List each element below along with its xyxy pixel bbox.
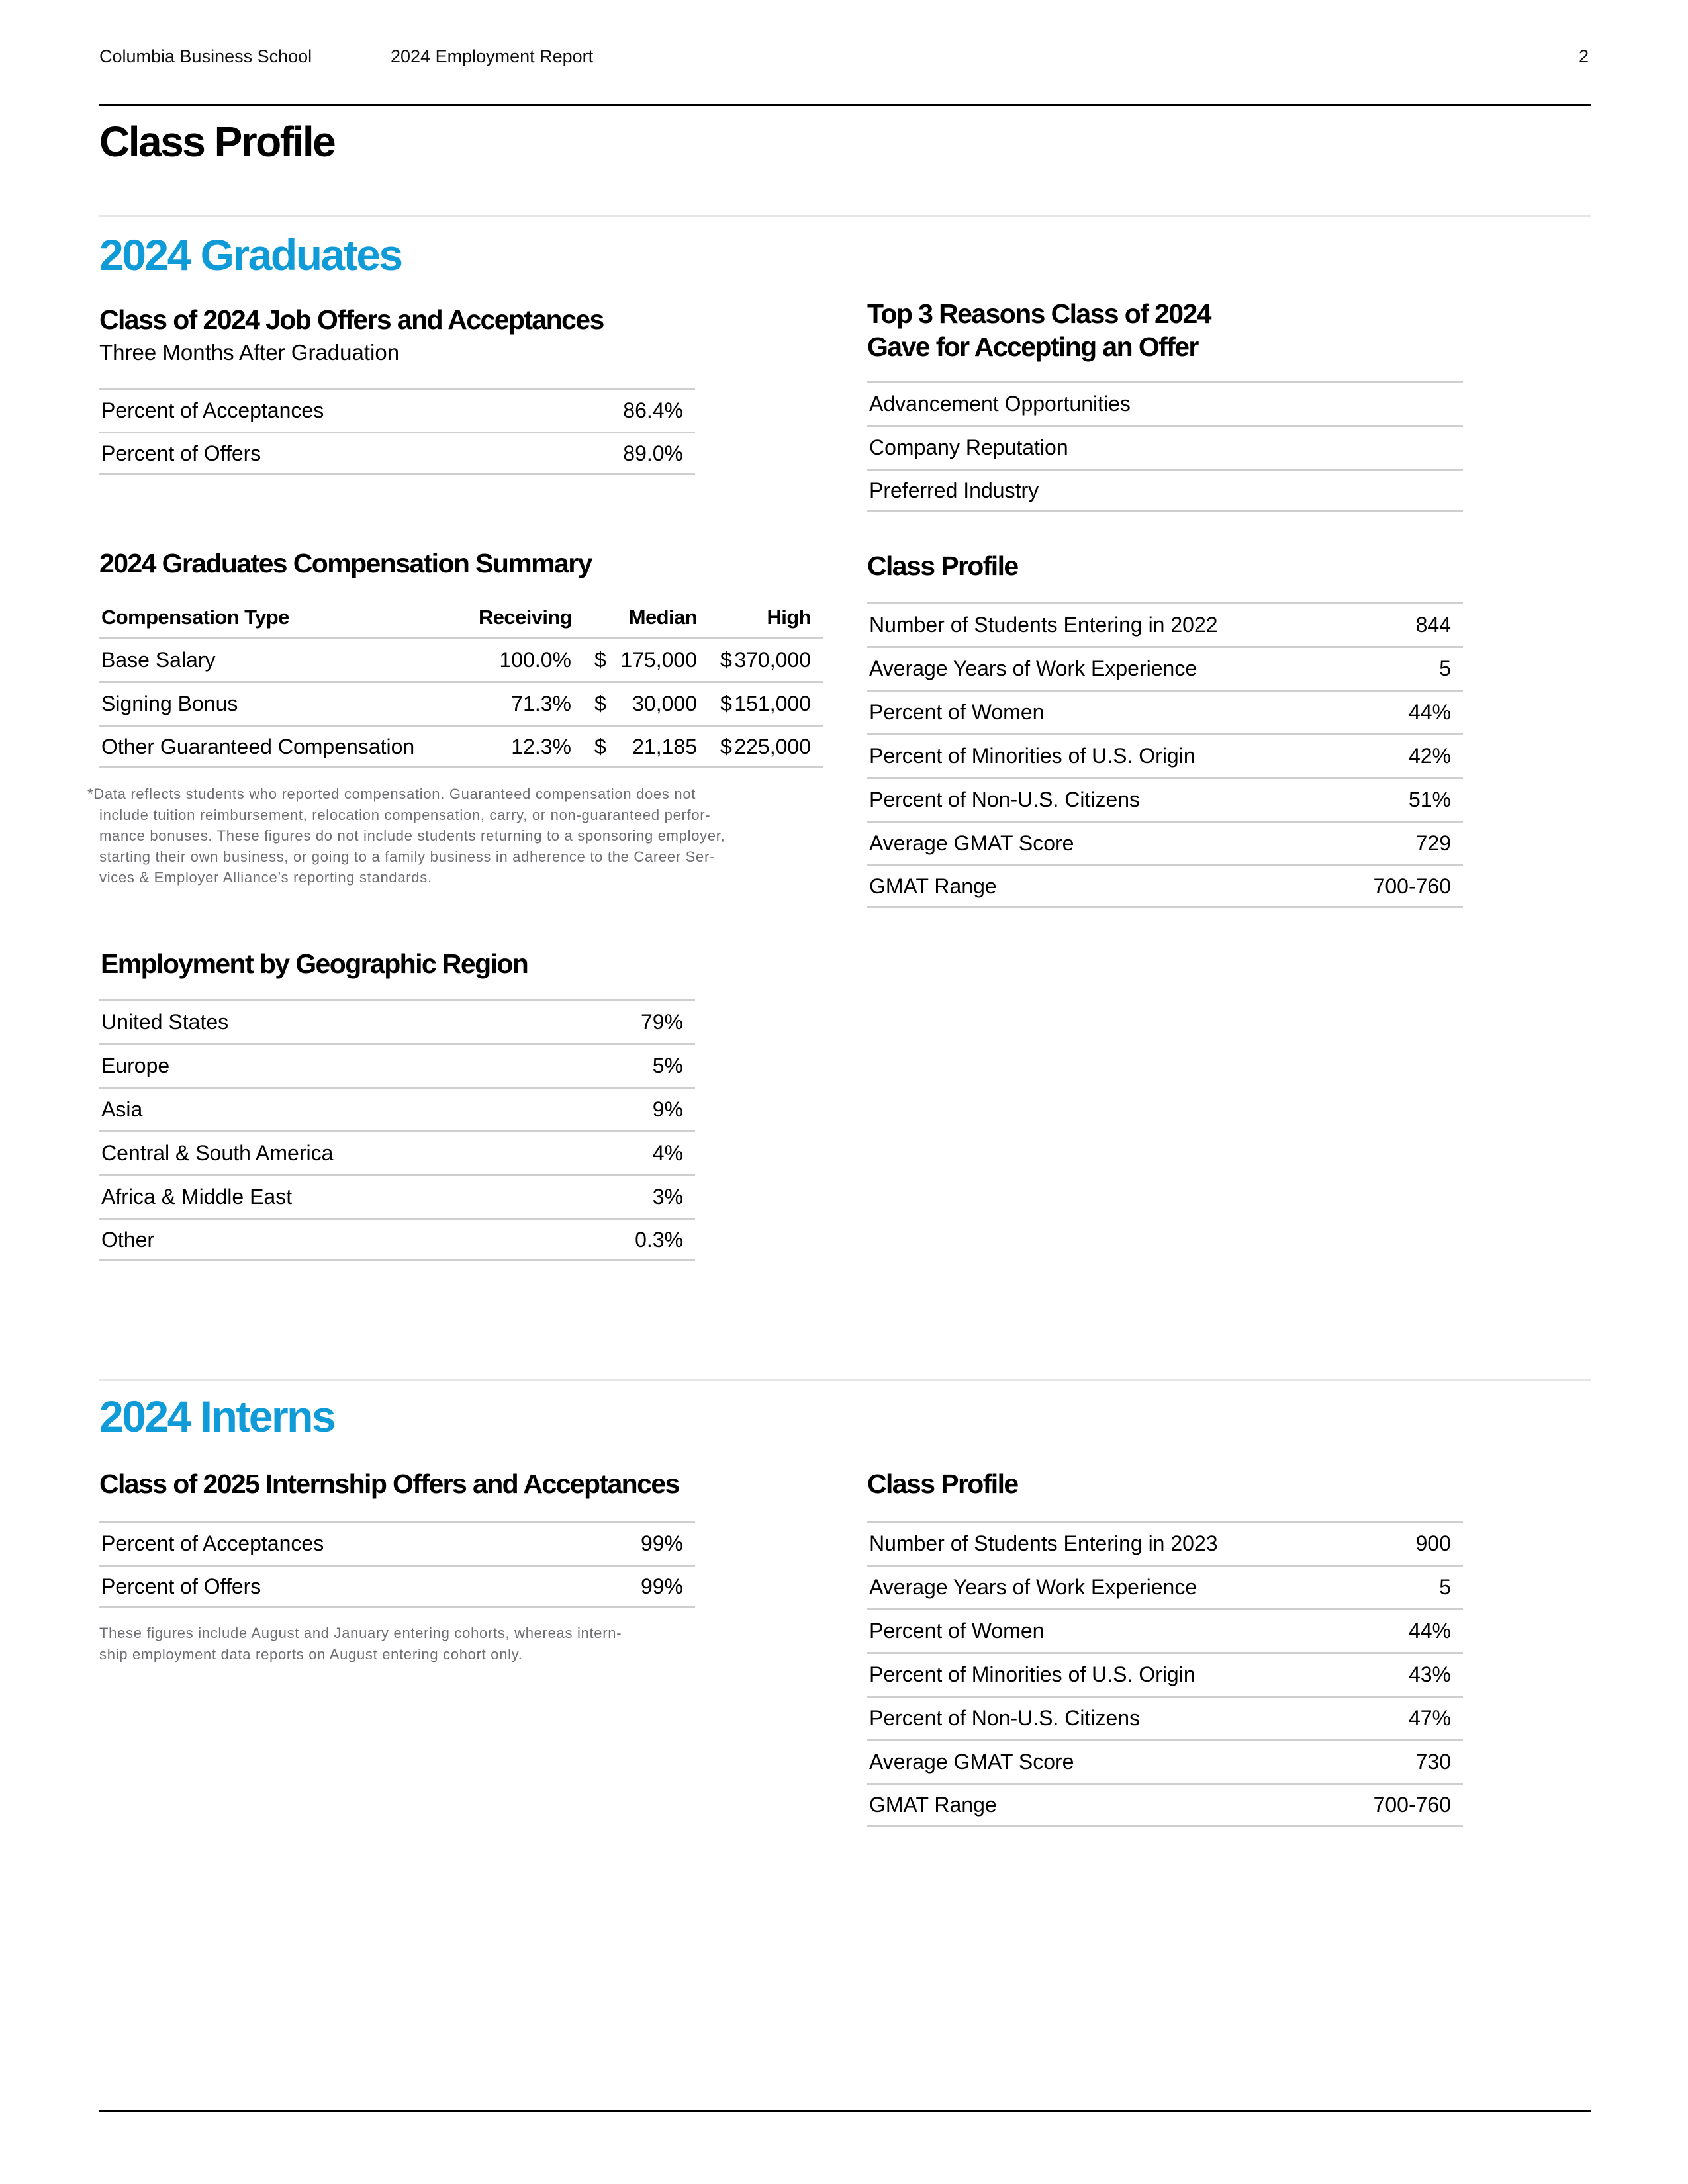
col-header-type: Compensation Type [101, 606, 289, 629]
high-value: 151,000 [734, 692, 811, 715]
section-title-graduates: 2024 Graduates [99, 230, 402, 279]
col-header-median-label: Median [628, 606, 697, 629]
median-value: 175,000 [620, 648, 697, 672]
median-value: 30,000 [632, 692, 697, 715]
compensation-table [99, 598, 823, 768]
header-school-name: Columbia Business School [99, 46, 312, 66]
geographic-title: Employment by Geographic Region [101, 948, 528, 979]
col-header-high-label: High [767, 606, 811, 629]
row-label: Percent of Non-U.S. Citizens [869, 1706, 1141, 1730]
compensation-title: 2024 Graduates Compensation Summary [99, 548, 592, 578]
grad-class-profile-table [867, 602, 1463, 908]
section-title-interns: 2024 Interns [99, 1392, 335, 1441]
note-line: These figures include August and January entering cohorts, whereas intern- [99, 1625, 622, 1641]
table-row [867, 690, 1463, 733]
row-value: 44% [1408, 700, 1451, 724]
row-value: 5 [1439, 657, 1451, 680]
header-report-title: 2024 Employment Report [391, 46, 594, 66]
row-label: Percent of Acceptances [101, 1531, 324, 1555]
table-row [867, 646, 1463, 690]
table-row [99, 999, 695, 1043]
table-row [867, 1608, 1463, 1652]
comp-high [697, 648, 823, 672]
row-label: Percent of Women [869, 700, 1045, 724]
reason-label: Company Reputation [869, 435, 1068, 459]
table-row [99, 1087, 695, 1130]
internship-offers-table [99, 1521, 695, 1608]
table-row [99, 725, 823, 768]
row-value: 99% [640, 1574, 683, 1598]
region-value: 4% [652, 1141, 683, 1165]
region-label: United States [101, 1010, 229, 1034]
table-row [867, 821, 1463, 864]
region-value: 9% [652, 1097, 683, 1121]
row-value: 42% [1408, 744, 1451, 768]
table-row [867, 602, 1463, 646]
row-label: GMAT Range [869, 874, 997, 898]
region-label: Other [101, 1227, 155, 1251]
table-row [867, 1565, 1463, 1608]
row-label: Percent of Non-U.S. Citizens [869, 788, 1141, 811]
row-value: 89.0% [623, 441, 683, 465]
table-row [99, 1130, 695, 1174]
table-row [99, 1218, 695, 1261]
comp-median [571, 735, 697, 759]
high-value: 225,000 [734, 734, 811, 758]
col-header-receiving: Receiving [479, 606, 573, 629]
job-offers-title: Class of 2024 Job Offers and Acceptances [99, 304, 604, 335]
internship-note [99, 1623, 622, 1664]
footnote-line: mance bonuses. These figures do not include students returning to a sponsoring employer, [99, 827, 726, 844]
currency-symbol: $ [594, 692, 606, 715]
top-reasons-title-line2: Gave for Accepting an Offer [867, 332, 1198, 362]
comp-receiving: 100.0% [499, 648, 571, 672]
region-value: 3% [652, 1185, 683, 1208]
row-label: Number of Students Entering in 2023 [869, 1531, 1218, 1555]
row-value: 47% [1408, 1706, 1451, 1730]
row-label: Average GMAT Score [869, 831, 1074, 855]
row-label: Average GMAT Score [869, 1750, 1074, 1774]
comp-high [697, 735, 823, 759]
intern-class-profile-table [867, 1521, 1463, 1827]
table-header-row [99, 598, 823, 637]
table-row [867, 864, 1463, 908]
table-row [867, 1521, 1463, 1565]
reason-label: Advancement Opportunities [869, 392, 1131, 416]
row-label: Percent of Minorities of U.S. Origin [869, 744, 1196, 768]
region-label: Europe [101, 1054, 170, 1077]
row-value: 730 [1415, 1750, 1451, 1774]
note-line: ship employment data reports on August entering cohort only. [99, 1645, 523, 1662]
table-row [867, 1783, 1463, 1827]
list-item [867, 425, 1463, 469]
comp-receiving: 71.3% [511, 692, 571, 715]
row-label: Average Years of Work Experience [869, 1575, 1197, 1599]
comp-median [571, 692, 697, 716]
footnote-line: *Data reflects students who reported compensation. Guaranteed compensation does not [87, 786, 696, 802]
footnote-line: starting their own business, or going to a family business in adherence to the Career Ser- [99, 848, 716, 865]
grad-class-profile-title: Class Profile [867, 551, 1018, 581]
currency-symbol: $ [720, 734, 732, 758]
currency-symbol: $ [594, 734, 606, 758]
currency-symbol: $ [720, 692, 732, 715]
footnote-line: include tuition reimbursement, relocation compensation, carry, or non-guaranteed perfor- [99, 806, 711, 823]
table-row [99, 1565, 695, 1608]
section-divider-graduates [99, 215, 1591, 217]
row-value: 729 [1415, 831, 1451, 855]
row-label: Number of Students Entering in 2022 [869, 613, 1218, 637]
row-value: 51% [1408, 788, 1451, 811]
reason-label: Preferred Industry [869, 478, 1039, 502]
page-title: Class Profile [99, 118, 335, 165]
list-item [867, 381, 1463, 425]
table-row [99, 681, 823, 725]
comp-type: Base Salary [101, 648, 216, 672]
table-row [867, 1652, 1463, 1696]
table-row [99, 1043, 695, 1087]
currency-symbol: $ [720, 648, 732, 672]
region-label: Central & South America [101, 1141, 334, 1165]
table-row [867, 1696, 1463, 1739]
comp-high [697, 692, 823, 716]
row-label: Percent of Offers [101, 441, 261, 465]
table-row [99, 1174, 695, 1218]
row-value: 700-760 [1373, 1792, 1451, 1817]
table-row [99, 388, 695, 432]
footer-rule [99, 2110, 1591, 2112]
row-value: 700-760 [1373, 874, 1451, 898]
region-label: Africa & Middle East [101, 1185, 293, 1208]
header-rule [99, 104, 1591, 106]
region-label: Asia [101, 1097, 143, 1121]
list-item [867, 469, 1463, 512]
region-value: 5% [652, 1054, 683, 1077]
table-row [99, 432, 695, 475]
top-reasons-title-line1: Top 3 Reasons Class of 2024 [867, 298, 1211, 329]
job-offers-table [99, 388, 695, 475]
high-value: 370,000 [734, 648, 811, 672]
row-label: Percent of Women [869, 1619, 1045, 1643]
row-value: 86.4% [623, 398, 683, 422]
comp-receiving: 12.3% [511, 734, 571, 758]
row-label: GMAT Range [869, 1792, 997, 1817]
row-label: Average Years of Work Experience [869, 657, 1197, 680]
row-label: Percent of Minorities of U.S. Origin [869, 1662, 1196, 1686]
internship-offers-title: Class of 2025 Internship Offers and Acceptances [99, 1469, 679, 1499]
region-value: 0.3% [635, 1227, 683, 1251]
top-reasons-list [867, 381, 1463, 512]
row-label: Percent of Acceptances [101, 398, 324, 422]
row-value: 44% [1408, 1619, 1451, 1643]
table-row [867, 1739, 1463, 1783]
comp-type: Other Guaranteed Compensation [101, 734, 415, 758]
region-value: 79% [640, 1010, 683, 1034]
page-number: 2 [1579, 46, 1589, 66]
comp-median [571, 648, 697, 672]
median-value: 21,185 [632, 734, 697, 758]
table-row [99, 1521, 695, 1565]
section-divider-interns [99, 1379, 1591, 1381]
col-header-high [697, 606, 823, 629]
row-value: 844 [1415, 613, 1451, 637]
intern-class-profile-title: Class Profile [867, 1469, 1018, 1499]
row-label: Percent of Offers [101, 1574, 261, 1598]
job-offers-caption: Three Months After Graduation [99, 340, 400, 365]
row-value: 5 [1439, 1575, 1451, 1599]
row-value: 99% [640, 1531, 683, 1555]
currency-symbol: $ [594, 648, 606, 672]
row-value: 900 [1415, 1531, 1451, 1555]
compensation-footnote [87, 784, 725, 888]
table-row [867, 777, 1463, 821]
geographic-table [99, 999, 695, 1261]
table-row [867, 733, 1463, 777]
footnote-line: vices & Employer Alliance’s reporting standards. [99, 869, 432, 886]
row-value: 43% [1408, 1662, 1451, 1686]
col-header-median [571, 606, 697, 629]
comp-type: Signing Bonus [101, 692, 238, 715]
table-row [99, 637, 823, 681]
